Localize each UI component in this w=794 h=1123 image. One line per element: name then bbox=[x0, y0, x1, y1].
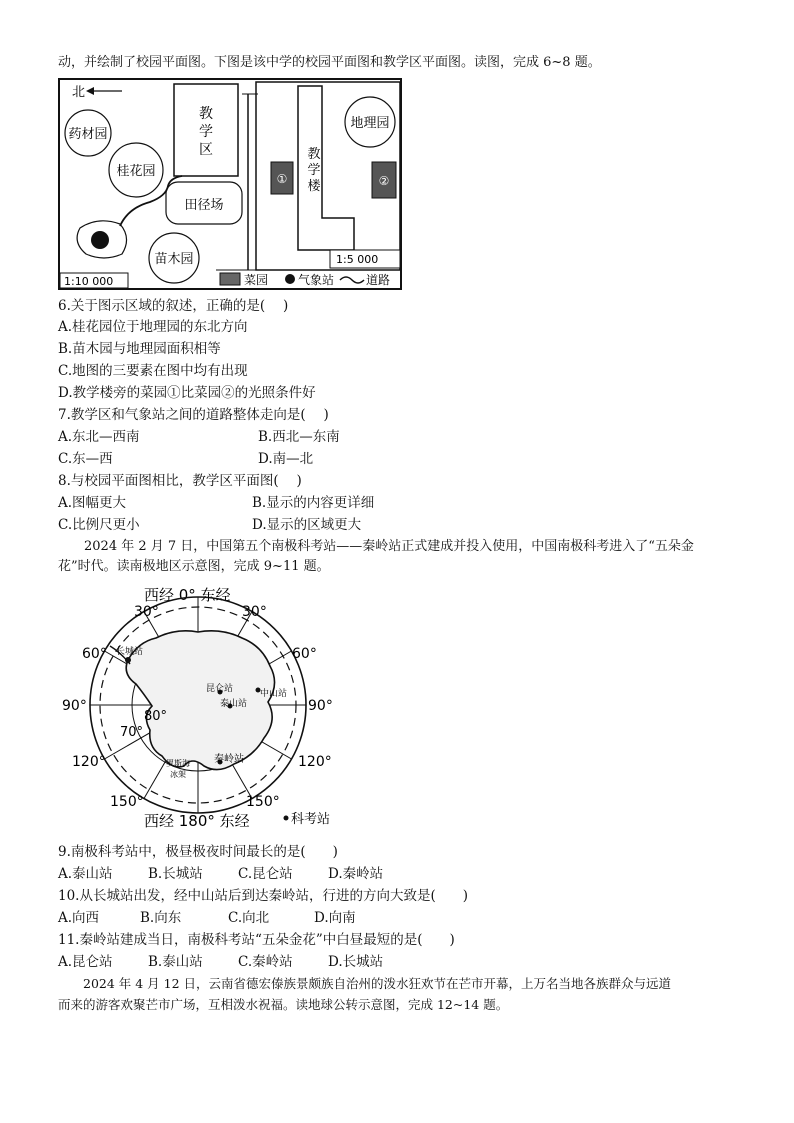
lon-label-60w: 60° bbox=[82, 646, 107, 662]
question-7-stem: 7.教学区和气象站之间的道路整体走向是( ) bbox=[58, 407, 329, 423]
question-6-option-b: B.苗木园与地理园面积相等 bbox=[58, 341, 221, 357]
legend-weather-label: 气象站 bbox=[298, 273, 335, 287]
plot-1-label: ① bbox=[276, 172, 288, 186]
scale-left-label: 1:10 000 bbox=[64, 275, 114, 288]
station-qinling-label: 秦岭站 bbox=[214, 754, 244, 765]
polar-top-label: 西经 0° 东经 bbox=[144, 586, 231, 604]
question-9-option-c: C.昆仑站 bbox=[238, 866, 293, 882]
teaching-building-char-3: 楼 bbox=[307, 179, 321, 194]
question-9-option-d: D.秦岭站 bbox=[328, 866, 384, 882]
legend-road-label: 道路 bbox=[366, 273, 391, 287]
question-9-option-b: B.长城站 bbox=[148, 866, 203, 882]
legend-vegetable-label: 菜园 bbox=[244, 273, 269, 287]
question-6-option-c: C.地图的三要素在图中均有出现 bbox=[58, 363, 248, 379]
question-7-option-a: A.东北—西南 bbox=[58, 429, 140, 445]
lon-label-90e: 90° bbox=[308, 698, 333, 714]
track-field-label: 田径场 bbox=[184, 198, 224, 213]
question-10-option-d: D.向南 bbox=[314, 910, 356, 926]
lon-label-120w: 120° bbox=[72, 754, 106, 770]
geo-garden-label: 地理园 bbox=[350, 116, 390, 131]
question-11-stem: 11.秦岭站建成当日，南极科考站“五朵金花”中白昼最短的是( ) bbox=[58, 932, 455, 948]
herb-garden-label: 药材园 bbox=[68, 127, 108, 142]
teaching-area-char-1: 教 bbox=[199, 106, 213, 122]
teaching-area-char-3: 区 bbox=[199, 142, 213, 158]
question-7-option-c: C.东—西 bbox=[58, 451, 113, 467]
scale-right-label: 1:5 000 bbox=[336, 253, 379, 266]
question-10-stem: 10.从长城站出发，经中山站后到达秦岭站，行进的方向大致是( ) bbox=[58, 888, 469, 904]
question-10-option-c: C.向北 bbox=[228, 910, 270, 926]
question-6-option-d: D.教学楼旁的菜园①比菜园②的光照条件好 bbox=[58, 385, 316, 401]
intro-text-top: 动，并绘制了校园平面图。下图是该中学的校园平面图和教学区平面图。读图，完成 6~8 题。 bbox=[58, 55, 601, 70]
legend-vegetable-icon bbox=[220, 273, 240, 285]
question-6-option-a: A.桂花园位于地理园的东北方向 bbox=[58, 319, 248, 335]
osmanthus-garden-label: 桂花园 bbox=[116, 164, 156, 179]
question-6-stem: 6.关于图示区域的叙述，正确的是( ) bbox=[58, 298, 289, 314]
antarctic-map bbox=[58, 580, 348, 836]
question-11-option-c: C.秦岭站 bbox=[238, 954, 293, 970]
intro-text-mid-1: 2024 年 2 月 7 日，中国第五个南极科考站——秦岭站正式建成并投入使用，中国南极科考进入了“五朵金 bbox=[58, 539, 694, 554]
station-kunlun-label: 昆仑站 bbox=[206, 684, 234, 694]
lon-label-150e: 150° bbox=[246, 794, 280, 810]
station-zhongshan-label: 中山站 bbox=[260, 689, 288, 699]
lon-label-60e: 60° bbox=[292, 646, 317, 662]
station-changcheng-label: 长城站 bbox=[116, 647, 144, 657]
nursery-label: 苗木园 bbox=[154, 252, 194, 267]
question-11-option-b: B.泰山站 bbox=[148, 954, 203, 970]
legend-weather-icon bbox=[285, 274, 295, 284]
lon-label-120e: 120° bbox=[298, 754, 332, 770]
question-11-option-d: D.长城站 bbox=[328, 954, 384, 970]
ross-ice-shelf-label: 冰架 bbox=[170, 770, 186, 779]
lat-label-80: 80° bbox=[144, 709, 168, 724]
north-label: 北 bbox=[72, 85, 86, 100]
question-8-option-a: A.图幅更大 bbox=[58, 495, 127, 511]
intro-text-bottom-2: 而来的游客欢聚芒市广场，互相泼水祝福。读地球公转示意图，完成 12~14 题。 bbox=[58, 997, 509, 1012]
station-changcheng-icon bbox=[125, 657, 131, 663]
question-10-option-b: B.向东 bbox=[140, 910, 182, 926]
campus-map bbox=[58, 78, 402, 290]
question-11-option-a: A.昆仑站 bbox=[58, 954, 113, 970]
ross-sea-label: 罗斯海 bbox=[166, 759, 190, 768]
question-8-stem: 8.与校园平面图相比，教学区平面图( ) bbox=[58, 473, 302, 489]
teaching-area-char-2: 学 bbox=[199, 124, 213, 140]
station-taishan-label: 泰山站 bbox=[220, 699, 248, 709]
legend-station-label: 科考站 bbox=[291, 812, 331, 827]
question-10-option-a: A.向西 bbox=[58, 910, 100, 926]
lon-label-150w: 150° bbox=[110, 794, 144, 810]
question-8-option-b: B.显示的内容更详细 bbox=[252, 495, 375, 511]
lon-label-90w: 90° bbox=[62, 698, 87, 714]
question-7-option-d: D.南—北 bbox=[258, 451, 314, 467]
question-7-option-b: B.西北—东南 bbox=[258, 429, 340, 445]
lon-label-30e: 30° bbox=[242, 604, 267, 620]
question-9-stem: 9.南极科考站中，极昼极夜时间最长的是( ) bbox=[58, 844, 338, 860]
lon-label-30w: 30° bbox=[134, 604, 159, 620]
intro-text-bottom-1: 2024 年 4 月 12 日，云南省德宏傣族景颇族自治州的泼水狂欢节在芒市开幕，上万名当地各族群众与远道 bbox=[58, 976, 672, 991]
question-8-option-c: C.比例尺更小 bbox=[58, 517, 140, 533]
teaching-building-char-1: 教 bbox=[307, 147, 321, 162]
polar-bottom-label: 西经 180° 东经 bbox=[144, 812, 250, 830]
question-8-option-d: D.显示的区域更大 bbox=[252, 517, 362, 533]
intro-text-mid-2: 花”时代。读南极地区示意图，完成 9~11 题。 bbox=[58, 559, 330, 574]
teaching-building-char-2: 学 bbox=[307, 163, 321, 178]
legend-station-icon bbox=[284, 816, 289, 821]
question-9-option-a: A.泰山站 bbox=[58, 866, 113, 882]
weather-station-icon bbox=[91, 231, 109, 249]
lat-label-70: 70° bbox=[120, 725, 144, 740]
plot-2-label: ② bbox=[378, 174, 390, 188]
